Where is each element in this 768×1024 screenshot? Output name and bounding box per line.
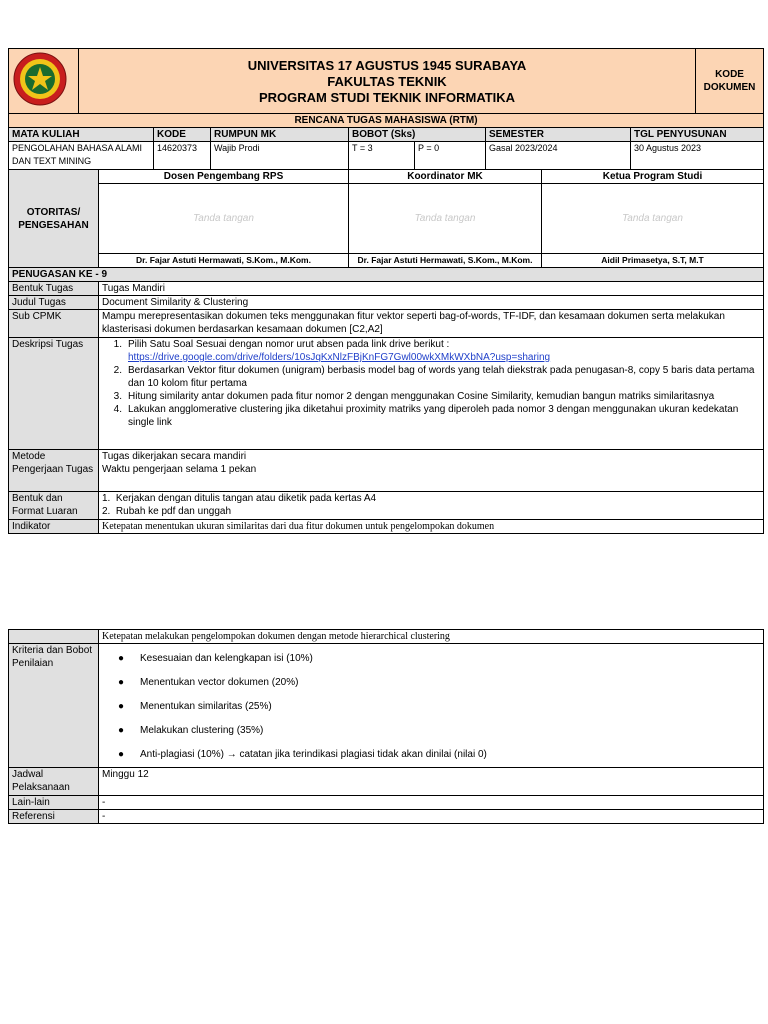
col-ketua-prodi: Ketua Program Studi [542, 170, 764, 184]
drive-link[interactable]: https://drive.google.com/drive/folders/10sJqKxNlzFBjKnFG7Gwl00wkXMkWXbNA?usp=sharing [128, 352, 551, 363]
label-semester: SEMESTER [486, 128, 631, 142]
university-logo [9, 51, 71, 107]
faculty-name: FAKULTAS TEKNIK [327, 74, 447, 89]
label-metode-pengerjaan: Metode Pengerjaan Tugas [9, 450, 99, 492]
value-indikator: Ketepatan menentukan ukuran similaritas dari dua fitur dokumen untuk pengelompokan dokumen [99, 520, 764, 534]
signature-koordinator: Tanda tangan [349, 184, 542, 254]
list-item: 1. Kerjakan dengan ditulis tangan atau diketik pada kertas A4 [102, 493, 377, 504]
value-referensi: - [99, 810, 764, 824]
bullet-icon: ● [118, 725, 125, 736]
label-bobot: BOBOT (Sks) [349, 128, 486, 142]
label-deskripsi-tugas: Deskripsi Tugas [9, 338, 99, 450]
value-sub-cpmk: Mampu merepresentasikan dokumen teks menggunakan fitur vektor seperti bag-of-words, TF-IDF, dan kesamaan dokumen serta melakukan klasterisasi dokumen berdasarkan kesamaan dokumen [C2,A2] [99, 310, 764, 338]
list-item: 4. Lakukan angglomerative clustering jika diketahui proximity matriks yang diperoleh pada nomor 3 dengan menggunakan ukuran kedekatan single link [113, 404, 739, 428]
value-kode: 14620373 [154, 142, 211, 170]
signature-ketua: Tanda tangan [542, 184, 764, 254]
value-indikator-continued: Ketepatan melakukan pengelompokan dokumen dengan metode hierarchical clustering [99, 630, 764, 644]
col-koordinator: Koordinator MK [349, 170, 542, 184]
value-p: P = 0 [415, 142, 486, 170]
label-kriteria: Kriteria dan Bobot Penilaian [9, 644, 99, 768]
list-item: 2. Rubah ke pdf dan unggah [102, 506, 232, 517]
document-title: RENCANA TUGAS MAHASISWA (RTM) [9, 114, 764, 128]
rtm-table-page1 [8, 48, 764, 534]
value-bentuk-tugas: Tugas Mandiri [99, 282, 764, 296]
value-jadwal: Minggu 12 [99, 768, 764, 796]
list-item: 2. Berdasarkan Vektor fitur dokumen (unigram) berbasis model bag of words yang telah diekstrak pada penugasan-8, copy 5 baris data pertama dan 10 kolom fitur pertama [113, 365, 755, 389]
label-kode: KODE [154, 128, 211, 142]
list-item: 1. Pilih Satu Soal Sesuai dengan nomor urut absen pada link drive berikut : https://drive.google.com/drive/folders/10sJqKxNlzFBjKnFG7Gwl00wkXMkWXbNA?usp=sharing [113, 339, 551, 363]
value-deskripsi-tugas [99, 338, 764, 450]
value-rumpun: Wajib Prodi [211, 142, 349, 170]
label-sub-cpmk: Sub CPMK [9, 310, 99, 338]
bullet-icon: ● [118, 677, 125, 688]
list-item: 3. Hitung similarity antar dokumen pada fitur nomor 2 dengan menggunakan Cosine Similarity, kemudian bangun matriks similaritasnya [113, 391, 715, 402]
penugasan-title: PENUGASAN KE - 9 [9, 268, 764, 282]
list-item: ● Kesesuaian dan kelengkapan isi (10%) [102, 652, 760, 665]
name-koordinator: Dr. Fajar Astuti Hermawati, S.Kom., M.Kom. [349, 254, 542, 268]
value-kriteria [99, 644, 764, 768]
label-tgl: TGL PENYUSUNAN [631, 128, 764, 142]
label-bentuk-luaran: Bentuk dan Format Luaran [9, 492, 99, 520]
label-judul-tugas: Judul Tugas [9, 296, 99, 310]
bullet-icon: ● [118, 701, 125, 712]
value-metode-pengerjaan: Tugas dikerjakan secara mandiri Waktu pengerjaan selama 1 pekan [99, 450, 764, 492]
value-semester: Gasal 2023/2024 [486, 142, 631, 170]
program-name: PROGRAM STUDI TEKNIK INFORMATIKA [258, 90, 516, 105]
list-item: ● Melakukan clustering (35%) [102, 724, 760, 737]
list-item: ● Menentukan vector dokumen (20%) [102, 676, 760, 689]
bullet-icon: ● [118, 653, 125, 664]
name-dosen: Dr. Fajar Astuti Hermawati, S.Kom., M.Kom. [99, 254, 349, 268]
label-lain-lain: Lain-lain [9, 796, 99, 810]
label-bentuk-tugas: Bentuk Tugas [9, 282, 99, 296]
label-jadwal: Jadwal Pelaksanaan [9, 768, 99, 796]
list-item: ● Menentukan similaritas (25%) [102, 700, 760, 713]
university-name: UNIVERSITAS 17 AGUSTUS 1945 SURABAYA [247, 58, 527, 73]
value-t: T = 3 [349, 142, 415, 170]
value-bentuk-luaran [99, 492, 764, 520]
list-item: ● Anti-plagiasi (10%) → catatan jika terindikasi plagiasi tidak akan dinilai (nilai 0) [102, 748, 760, 761]
header-title-cell [79, 49, 696, 114]
deskripsi-list [102, 338, 760, 429]
name-ketua: Aidil Primasetya, S.T, M.T [542, 254, 764, 268]
bullet-icon: ● [118, 749, 125, 760]
kode-dokumen-cell: KODE DOKUMEN [696, 49, 764, 114]
label-referensi: Referensi [9, 810, 99, 824]
rtm-table-page2 [8, 629, 764, 824]
label-indikator: Indikator [9, 520, 99, 534]
logo-cell [9, 49, 79, 114]
value-lain-lain: - [99, 796, 764, 810]
kriteria-list [102, 652, 760, 761]
col-dosen-pengembang: Dosen Pengembang RPS [99, 170, 349, 184]
label-mata-kuliah: MATA KULIAH [9, 128, 154, 142]
signature-dosen: Tanda tangan [99, 184, 349, 254]
value-mata-kuliah: PENGOLAHAN BAHASA ALAMI DAN TEXT MINING [9, 142, 154, 170]
label-rumpun: RUMPUN MK [211, 128, 349, 142]
value-judul-tugas: Document Similarity & Clustering [99, 296, 764, 310]
label-indikator-continued [9, 630, 99, 644]
label-otoritas: OTORITAS/ PENGESAHAN [9, 170, 99, 268]
value-tgl: 30 Agustus 2023 [631, 142, 764, 170]
